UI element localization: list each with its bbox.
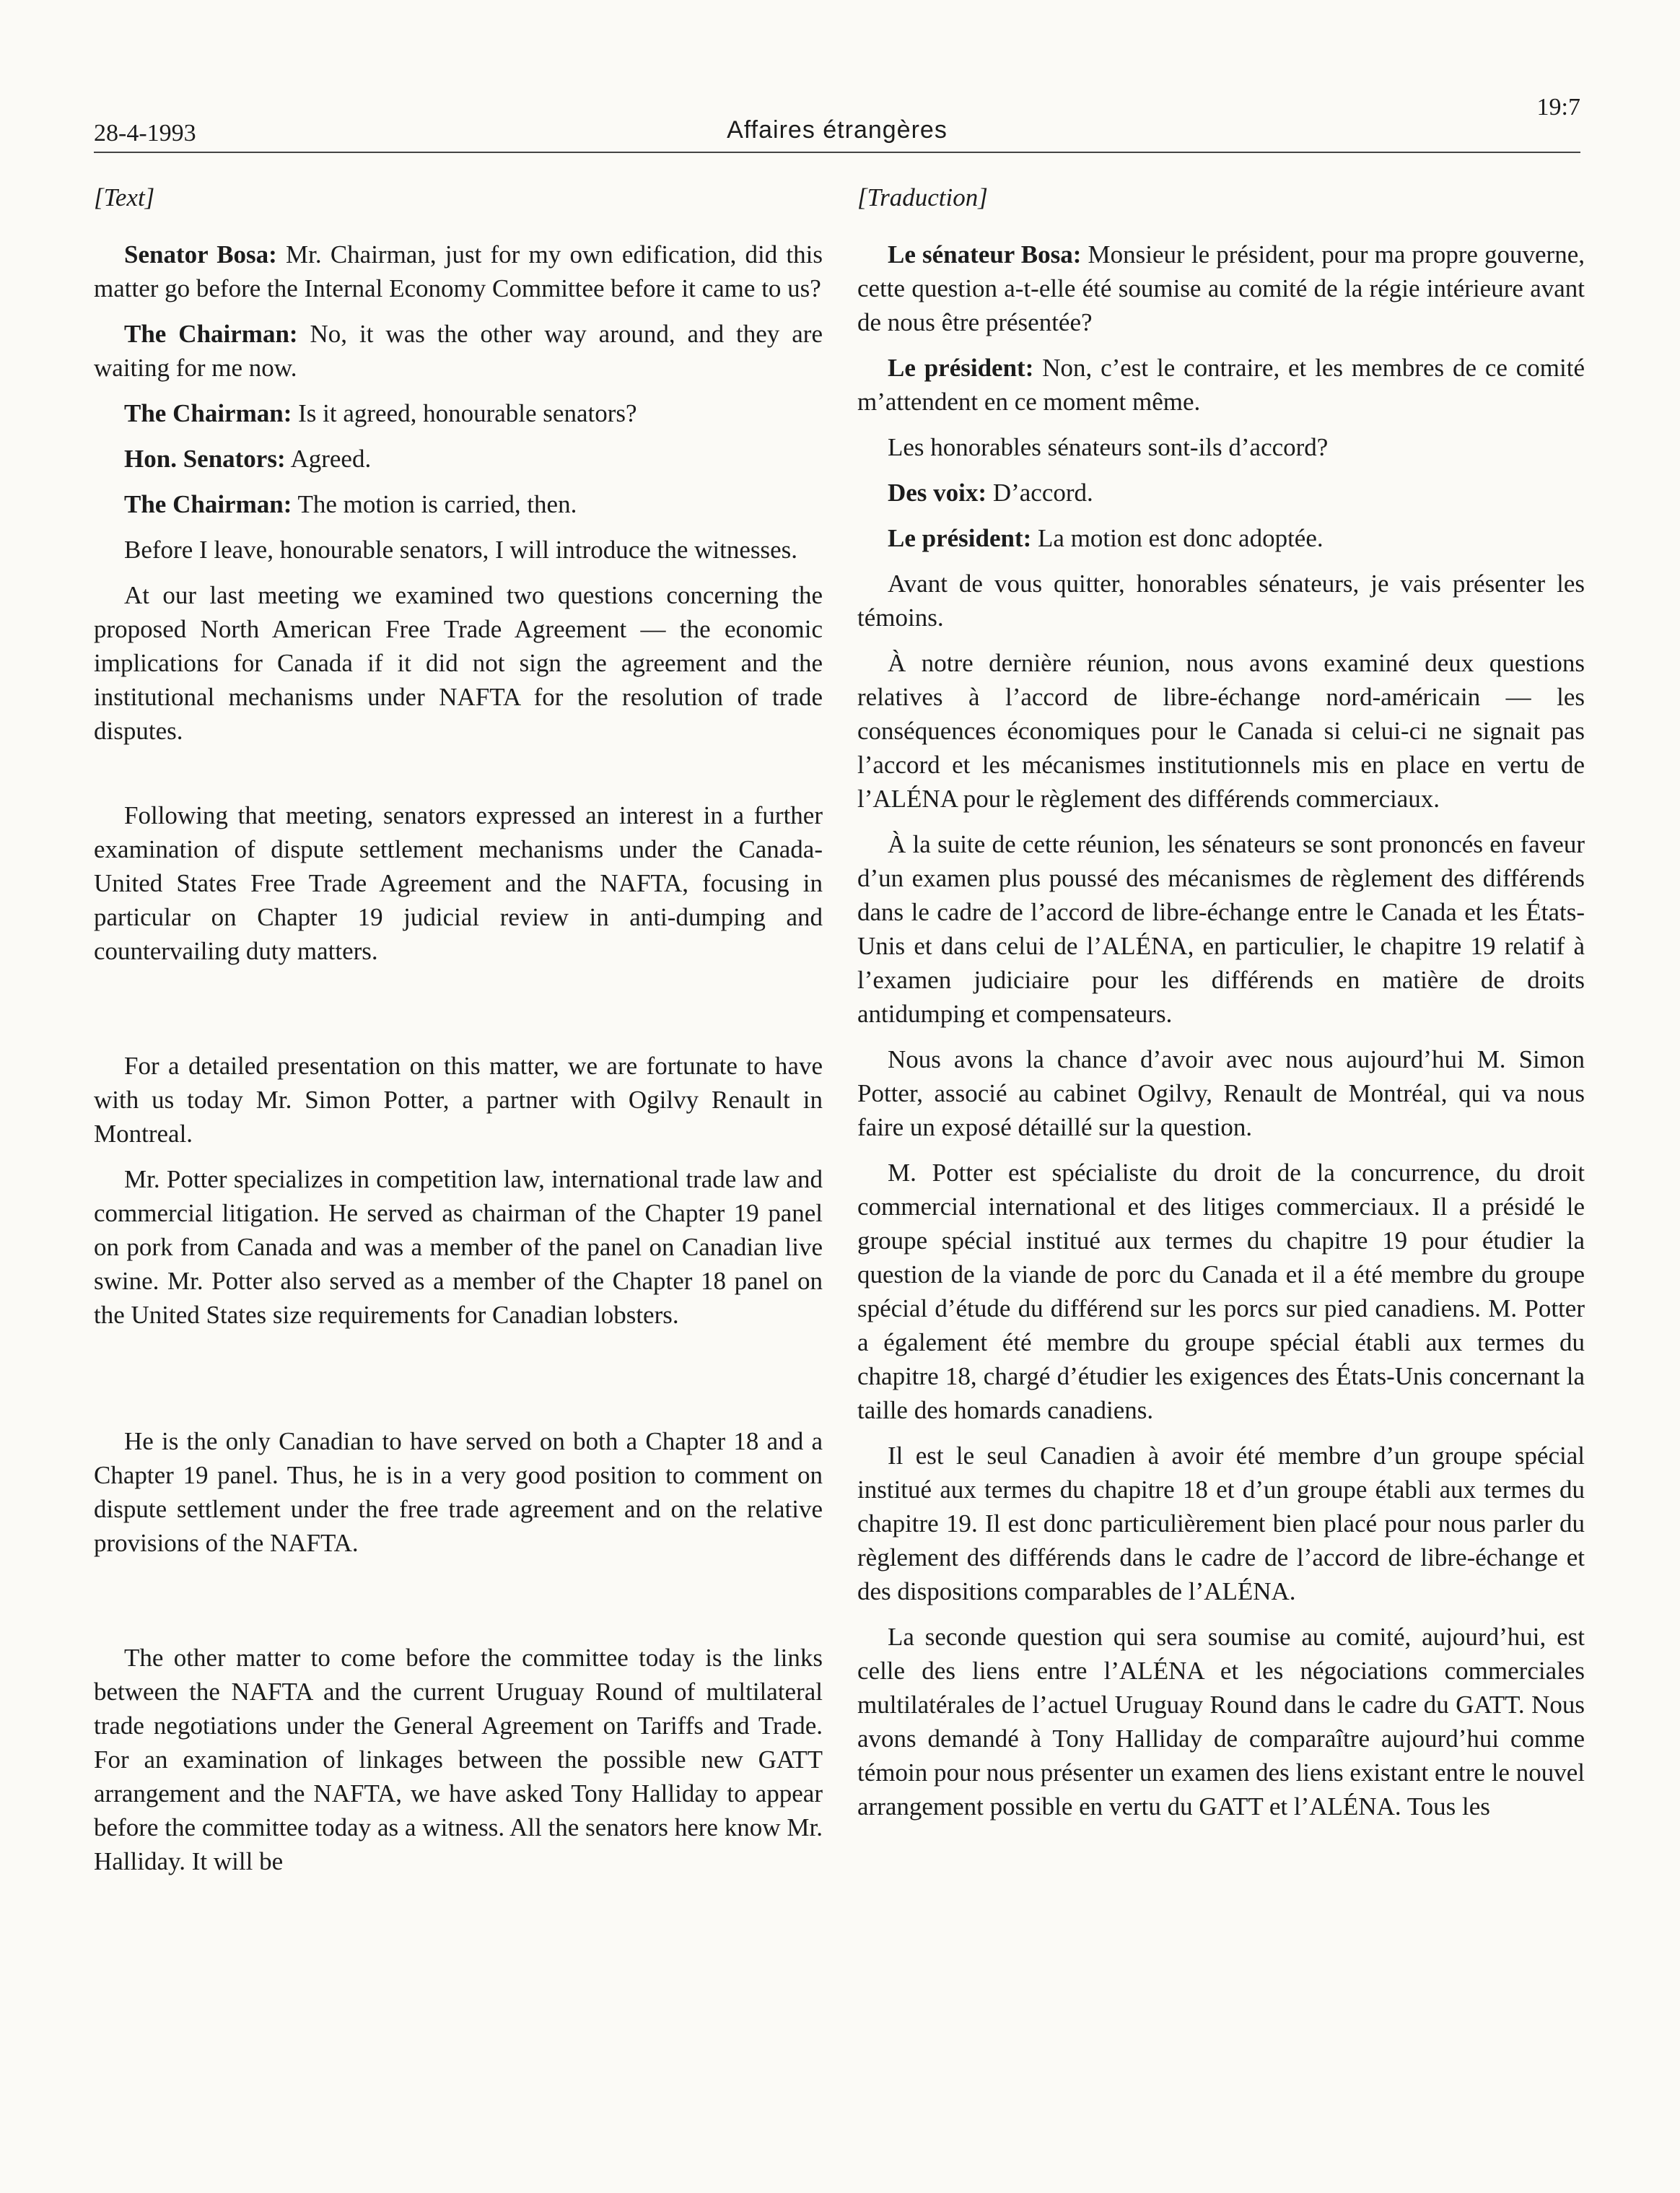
- english-column: [94, 180, 823, 1878]
- paragraph: He is the only Canadian to have served on both a Chapter 18 and a Chapter 19 panel. Thus, he is in a very good position to comment on dispute settlement under the free trade agreement and on the relative provisions of the NAFTA.: [94, 1427, 823, 1557]
- text-tag: [Text]: [94, 183, 155, 212]
- paragraph: At our last meeting we examined two questions concerning the proposed North American Free Trade Agreement — the economic implications for Canada if it did not sign the agreement and the institutional mechanisms under NAFTA for the resolution of trade disputes.: [94, 581, 823, 745]
- paragraph: Hon. Senators: Agreed.: [124, 445, 372, 473]
- header-title: Affaires étrangères: [727, 116, 948, 144]
- paragraph: Les honorables sénateurs sont-ils d’accord?: [888, 433, 1329, 461]
- paragraph: For a detailed presentation on this matter, we are fortunate to have with us today Mr. Simon Potter, a partner with Ogilvy Renault in Montreal.: [94, 1052, 823, 1148]
- paragraph: The Chairman: No, it was the other way around, and they are waiting for me now.: [94, 320, 823, 382]
- paragraph: Le sénateur Bosa: Monsieur le président, pour ma propre gouverne, cette question a-t-elle été soumise au comité de la régie intérieure avant de nous être présentée?: [857, 240, 1585, 336]
- speaker-name: Le président:: [888, 524, 1032, 552]
- paragraph: À notre dernière réunion, nous avons examiné deux questions relatives à l’accord de libre-échange nord-américain — les conséquences économiques pour le Canada si celui-ci ne signait pas l’accord et les mécanismes institutionnels mis en place en vertu de l’ALÉNA pour le règlement des différends commerciaux.: [857, 649, 1585, 813]
- paragraph: Avant de vous quitter, honorables sénateurs, je vais présenter les témoins.: [857, 570, 1585, 632]
- page-number: 19:7: [1536, 94, 1580, 121]
- speaker-name: Des voix:: [888, 479, 987, 507]
- translation-tag: [Traduction]: [857, 183, 988, 212]
- paragraph: The Chairman: Is it agreed, honourable senators?: [124, 399, 637, 427]
- paragraph: Senator Bosa: Mr. Chairman, just for my own edification, did this matter go before the Internal Economy Committee before it came to us?: [94, 240, 823, 302]
- speaker-name: Le président:: [888, 354, 1034, 382]
- paragraph: Following that meeting, senators expressed an interest in a further examination of dispute settlement mechanisms under the Canada-United States Free Trade Agreement and the NAFTA, focusing in particular on Chapter 19 judicial review in anti-dumping and countervailing duty matters.: [94, 801, 823, 965]
- paragraph: Il est le seul Canadien à avoir été membre d’un groupe spécial institué aux termes du chapitre 18 et d’un groupe établi aux termes du chapitre 19. Il est donc particulièrement bien placé pour nous parler du règlement des différends dans le cadre de l’accord de libre-échange et des dispositions comparables de l’ALÉNA.: [857, 1442, 1585, 1605]
- speaker-name: The Chairman:: [124, 320, 298, 348]
- page-header: [94, 94, 1580, 153]
- speaker-name: The Chairman:: [124, 399, 292, 427]
- paragraph: À la suite de cette réunion, les sénateurs se sont prononcés en faveur d’un examen plus poussé des mécanismes de règlement des différends dans le cadre de l’accord de libre-échange entre le Canada et les États-Unis et dans celui de l’ALÉNA, en particulier, le chapitre 19 relatif à l’examen judiciaire pour les différends en matière de droits antidumping et compensateurs.: [857, 830, 1585, 1028]
- paragraph: The Chairman: The motion is carried, then.: [124, 490, 577, 518]
- paragraph: M. Potter est spécialiste du droit de la concurrence, du droit commercial international et des litiges commerciaux. Il a présidé le groupe spécial institué aux termes du chapitre 19 pour étudier la question de la viande de porc du Canada et il a été membre du groupe spécial d’étude du différend sur les porcs sur pied canadiens. M. Potter a également été membre du groupe spécial établi aux termes du chapitre 18, chargé d’étudier les exigences des États-Unis concernant la taille des homards canadiens.: [857, 1159, 1585, 1424]
- paragraph: Mr. Potter specializes in competition law, international trade law and commercial litigation. He served as chairman of the Chapter 19 panel on pork from Canada and was a member of the panel on Canadian live swine. Mr. Potter also served as a member of the Chapter 18 panel on the United States size requirements for Canadian lobsters.: [94, 1165, 823, 1329]
- paragraph: The other matter to come before the committee today is the links between the NAFTA and the current Uruguay Round of multilateral trade negotiations under the General Agreement on Tariffs and Trade. For an examination of linkages between the possible new GATT arrangement and the NAFTA, we have asked Tony Halliday to appear before the committee today as a witness. All the senators here know Mr. Halliday. It will be: [94, 1644, 823, 1875]
- speaker-name: The Chairman:: [124, 490, 292, 518]
- french-column: [857, 180, 1585, 1823]
- paragraph: La seconde question qui sera soumise au comité, aujourd’hui, est celle des liens entre l’ALÉNA et les négociations commerciales multilatérales de l’actuel Uruguay Round dans le cadre du GATT. Nous avons demandé à Tony Halliday de comparaître aujourd’hui comme témoin pour nous présenter un examen des liens existant entre le nouvel arrangement possible en vertu du GATT et l’ALÉNA. Tous les: [857, 1623, 1585, 1821]
- speaker-name: Senator Bosa:: [124, 240, 277, 269]
- speaker-name: Hon. Senators:: [124, 445, 286, 473]
- speaker-name: Le sénateur Bosa:: [888, 240, 1082, 269]
- paragraph: Le président: La motion est donc adoptée.: [888, 524, 1324, 552]
- paragraph: Des voix: D’accord.: [888, 479, 1093, 507]
- paragraph: Nous avons la chance d’avoir avec nous aujourd’hui M. Simon Potter, associé au cabinet Ogilvy, Renault de Montréal, qui va nous faire un exposé détaillé sur la question.: [857, 1045, 1585, 1141]
- paragraph: Before I leave, honourable senators, I will introduce the witnesses.: [124, 536, 798, 564]
- paragraph: Le président: Non, c’est le contraire, et les membres de ce comité m’attendent en ce moment même.: [857, 354, 1585, 416]
- header-date: 28-4-1993: [94, 120, 196, 147]
